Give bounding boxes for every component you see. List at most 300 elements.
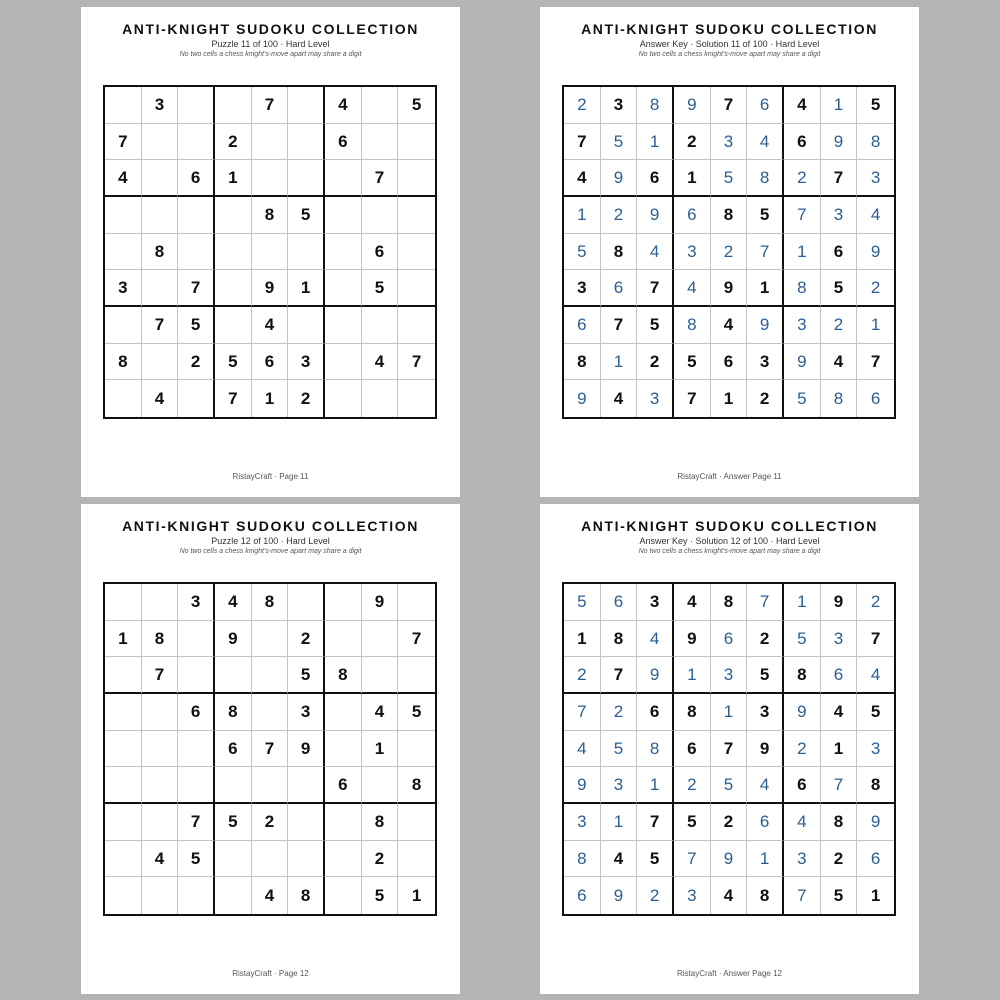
sudoku-cell: 1 [252, 380, 289, 417]
sudoku-cell: 3 [674, 877, 711, 914]
sudoku-cell [398, 841, 435, 878]
sudoku-cell: 3 [105, 270, 142, 307]
sudoku-cell: 1 [215, 160, 252, 197]
sudoku-cell: 1 [601, 804, 638, 841]
sudoku-cell [215, 877, 252, 914]
sudoku-cell: 7 [821, 160, 858, 197]
page-title: ANTI-KNIGHT SUDOKU COLLECTION [122, 21, 419, 37]
sudoku-cell: 6 [601, 270, 638, 307]
sudoku-cell: 1 [411, 886, 422, 906]
sudoku-cell: 8 [747, 877, 784, 914]
sudoku-cell: 6 [564, 877, 601, 914]
sudoku-cell [288, 767, 325, 804]
page-footer: RistayCraft · Answer Page 11 [677, 472, 782, 481]
sudoku-cell: 2 [747, 621, 784, 658]
sudoku-cell: 9 [564, 380, 601, 417]
sudoku-cell: 5 [821, 877, 858, 914]
sudoku-cell: 2 [784, 731, 821, 768]
sudoku-cell: 7 [178, 804, 215, 841]
sudoku-cell: 4 [711, 877, 748, 914]
sudoku-cell: 9 [215, 621, 252, 658]
sudoku-cell [142, 694, 179, 731]
sudoku-cell: 1 [747, 270, 784, 307]
sudoku-cell: 3 [857, 731, 894, 768]
sudoku-cell: 4 [784, 87, 821, 124]
sudoku-cell [105, 731, 142, 768]
sudoku-cell: 8 [747, 160, 784, 197]
sudoku-cell: 6 [821, 657, 858, 694]
sudoku-cell [362, 621, 399, 658]
sudoku-cell: 3 [784, 841, 821, 878]
sudoku-cell [362, 767, 399, 804]
sudoku-cell: 5 [564, 234, 601, 271]
sudoku-cell: 9 [252, 270, 289, 307]
sudoku-cell [142, 160, 179, 197]
sudoku-cell: 5 [398, 694, 435, 731]
sudoku-cell: 9 [821, 124, 858, 161]
sudoku-cell [178, 234, 215, 271]
sudoku-cell [142, 197, 179, 234]
sudoku-cell: 2 [637, 877, 674, 914]
sudoku-cell: 6 [637, 160, 674, 197]
sudoku-cell: 7 [674, 841, 711, 878]
solution-grid [562, 85, 896, 419]
sudoku-cell: 6 [711, 344, 748, 381]
sudoku-cell [215, 841, 252, 878]
sudoku-cell [142, 124, 179, 161]
sudoku-cell [288, 307, 325, 344]
sudoku-cell: 2 [857, 270, 894, 307]
sudoku-cell: 6 [870, 389, 881, 409]
sudoku-cell [142, 731, 179, 768]
sudoku-cell: 3 [601, 87, 638, 124]
sudoku-cell [398, 270, 435, 307]
sudoku-cell: 8 [711, 584, 748, 621]
sudoku-cell: 1 [857, 307, 894, 344]
sudoku-cell [252, 124, 289, 161]
sudoku-cell: 5 [215, 804, 252, 841]
sudoku-cell [398, 234, 435, 271]
sudoku-cell: 5 [674, 344, 711, 381]
sudoku-cell: 8 [564, 841, 601, 878]
sudoku-cell: 7 [747, 584, 784, 621]
sudoku-cell: 1 [637, 124, 674, 161]
sudoku-cell [325, 160, 362, 197]
sudoku-cell: 1 [711, 380, 748, 417]
sudoku-cell: 9 [711, 841, 748, 878]
sudoku-cell: 3 [288, 344, 325, 381]
sudoku-cell: 1 [564, 621, 601, 658]
sudoku-cell: 8 [674, 307, 711, 344]
sudoku-cell: 2 [711, 234, 748, 271]
sudoku-cell: 6 [215, 731, 252, 768]
sudoku-cell [325, 694, 362, 731]
sudoku-cell [252, 767, 289, 804]
sudoku-cell: 5 [821, 270, 858, 307]
sudoku-cell: 2 [784, 160, 821, 197]
sudoku-cell: 2 [674, 124, 711, 161]
sudoku-cell [288, 584, 325, 621]
page-subtitle: Puzzle 11 of 100 · Hard Level [211, 39, 330, 49]
sudoku-cell: 1 [711, 694, 748, 731]
sudoku-cell: 3 [747, 694, 784, 731]
sudoku-cell: 7 [784, 877, 821, 914]
sudoku-cell: 5 [215, 344, 252, 381]
sudoku-cell [142, 877, 179, 914]
sudoku-cell: 8 [821, 804, 858, 841]
sudoku-cell: 7 [564, 124, 601, 161]
sudoku-cell [142, 270, 179, 307]
sudoku-cell: 7 [252, 87, 289, 124]
sudoku-cell: 9 [747, 307, 784, 344]
sudoku-cell [288, 124, 325, 161]
sudoku-cell: 3 [601, 767, 638, 804]
solution-grid [562, 582, 896, 916]
sudoku-cell: 3 [142, 87, 179, 124]
sudoku-cell: 2 [362, 841, 399, 878]
sudoku-cell [398, 804, 435, 841]
sudoku-cell: 9 [711, 270, 748, 307]
sudoku-cell: 5 [178, 841, 215, 878]
sudoku-cell: 2 [252, 804, 289, 841]
sudoku-cell [252, 694, 289, 731]
sudoku-cell [325, 877, 362, 914]
sudoku-cell: 8 [288, 877, 325, 914]
sudoku-cell: 8 [857, 124, 894, 161]
sudoku-cell: 1 [784, 234, 821, 271]
sudoku-cell: 9 [601, 877, 638, 914]
sudoku-cell [178, 380, 215, 417]
sudoku-cell: 2 [288, 621, 325, 658]
sudoku-cell [252, 234, 289, 271]
sudoku-cell: 5 [674, 804, 711, 841]
sudoku-cell: 7 [398, 621, 435, 658]
sudoku-cell [178, 197, 215, 234]
sudoku-cell [398, 124, 435, 161]
sudoku-cell: 8 [674, 694, 711, 731]
sudoku-cell: 4 [362, 344, 399, 381]
sudoku-cell: 5 [637, 307, 674, 344]
sudoku-cell: 5 [398, 87, 435, 124]
sudoku-cell: 5 [288, 197, 325, 234]
sudoku-cell: 5 [747, 197, 784, 234]
sudoku-cell [178, 731, 215, 768]
sudoku-cell: 3 [564, 804, 601, 841]
sudoku-cell: 6 [637, 694, 674, 731]
sudoku-cell [398, 307, 435, 344]
sudoku-cell: 3 [178, 584, 215, 621]
sudoku-cell: 2 [564, 657, 601, 694]
sudoku-cell: 1 [821, 731, 858, 768]
sudoku-cell: 6 [674, 197, 711, 234]
sudoku-cell: 4 [325, 87, 362, 124]
sudoku-cell [325, 841, 362, 878]
sudoku-cell: 3 [288, 694, 325, 731]
sudoku-cell [252, 841, 289, 878]
sudoku-cell: 5 [601, 731, 638, 768]
sudoku-cell: 4 [637, 621, 674, 658]
sudoku-cell [215, 307, 252, 344]
sudoku-cell: 5 [857, 694, 894, 731]
sudoku-cell [362, 124, 399, 161]
sudoku-cell: 5 [747, 657, 784, 694]
sudoku-cell [105, 804, 142, 841]
sudoku-cell: 9 [674, 87, 711, 124]
sudoku-cell: 3 [784, 307, 821, 344]
answer-page-11 [540, 7, 919, 497]
sudoku-cell: 5 [857, 87, 894, 124]
sudoku-cell: 4 [362, 694, 399, 731]
sudoku-cell: 3 [821, 621, 858, 658]
sudoku-cell [288, 87, 325, 124]
sudoku-cell: 7 [711, 87, 748, 124]
puzzle-page-12 [81, 504, 460, 994]
sudoku-cell: 7 [784, 197, 821, 234]
page-footer: RistayCraft · Page 12 [232, 969, 309, 978]
answer-page-12 [540, 504, 919, 994]
sudoku-cell: 3 [674, 234, 711, 271]
sudoku-cell [288, 160, 325, 197]
sudoku-cell: 3 [711, 124, 748, 161]
sudoku-cell [252, 160, 289, 197]
sudoku-cell: 5 [178, 307, 215, 344]
sudoku-cell: 2 [215, 124, 252, 161]
sudoku-cell [215, 197, 252, 234]
sudoku-cell: 8 [142, 234, 179, 271]
sudoku-cell: 8 [857, 767, 894, 804]
sudoku-cell: 8 [142, 621, 179, 658]
sudoku-cell: 1 [601, 344, 638, 381]
sudoku-cell: 4 [674, 584, 711, 621]
sudoku-cell: 8 [398, 767, 435, 804]
sudoku-cell: 2 [821, 307, 858, 344]
sudoku-cell [105, 234, 142, 271]
sudoku-cell: 7 [747, 234, 784, 271]
sudoku-cell: 6 [601, 584, 638, 621]
sudoku-cell: 4 [821, 694, 858, 731]
sudoku-cell [142, 804, 179, 841]
sudoku-grid [103, 85, 437, 419]
sudoku-cell: 4 [252, 307, 289, 344]
sudoku-cell: 7 [601, 657, 638, 694]
sudoku-cell: 3 [857, 160, 894, 197]
sudoku-cell: 4 [105, 160, 142, 197]
sudoku-cell [105, 584, 142, 621]
sudoku-cell [288, 841, 325, 878]
sudoku-cell: 6 [747, 87, 784, 124]
sudoku-cell: 2 [601, 694, 638, 731]
sudoku-cell: 7 [601, 307, 638, 344]
sudoku-cell: 9 [674, 621, 711, 658]
rule-text: No two cells a chess knight's-move apart may share a digit [638, 548, 821, 555]
sudoku-cell: 3 [637, 380, 674, 417]
sudoku-cell: 7 [821, 767, 858, 804]
sudoku-cell: 1 [674, 160, 711, 197]
sudoku-cell: 1 [674, 657, 711, 694]
sudoku-cell: 8 [215, 694, 252, 731]
sudoku-cell: 9 [564, 767, 601, 804]
sudoku-cell: 6 [362, 234, 399, 271]
sudoku-cell [215, 270, 252, 307]
sudoku-cell [252, 621, 289, 658]
sudoku-cell: 5 [784, 380, 821, 417]
sudoku-cell [325, 307, 362, 344]
sudoku-cell [105, 694, 142, 731]
sudoku-cell: 4 [564, 731, 601, 768]
sudoku-cell: 4 [674, 270, 711, 307]
sudoku-cell [362, 197, 399, 234]
sudoku-cell: 2 [178, 344, 215, 381]
page-subtitle: Puzzle 12 of 100 · Hard Level [211, 536, 330, 546]
sudoku-cell [325, 234, 362, 271]
sudoku-cell [362, 307, 399, 344]
rule-text: No two cells a chess knight's-move apart may share a digit [179, 51, 362, 58]
sudoku-cell: 2 [288, 380, 325, 417]
sudoku-cell: 1 [870, 886, 881, 906]
sudoku-cell: 8 [325, 657, 362, 694]
sudoku-cell: 4 [601, 380, 638, 417]
sudoku-cell: 4 [821, 344, 858, 381]
sudoku-cell: 6 [252, 344, 289, 381]
sudoku-cell: 5 [601, 124, 638, 161]
sudoku-cell: 1 [747, 841, 784, 878]
sudoku-cell: 5 [564, 584, 601, 621]
sudoku-cell: 8 [252, 584, 289, 621]
sudoku-cell: 3 [711, 657, 748, 694]
sudoku-cell: 8 [564, 344, 601, 381]
sudoku-cell: 8 [601, 621, 638, 658]
sudoku-cell: 4 [857, 197, 894, 234]
sudoku-cell: 6 [857, 841, 894, 878]
sudoku-cell [325, 380, 362, 417]
sudoku-cell [325, 804, 362, 841]
sudoku-cell: 5 [711, 767, 748, 804]
sudoku-cell: 9 [784, 344, 821, 381]
sudoku-cell: 4 [747, 767, 784, 804]
sudoku-cell: 1 [105, 621, 142, 658]
sudoku-cell: 2 [711, 804, 748, 841]
sudoku-cell [178, 657, 215, 694]
sudoku-cell: 9 [857, 804, 894, 841]
sudoku-cell [105, 380, 142, 417]
sudoku-cell: 2 [564, 87, 601, 124]
sudoku-cell: 1 [784, 584, 821, 621]
sudoku-cell [105, 87, 142, 124]
sudoku-cell: 8 [637, 87, 674, 124]
sudoku-cell [325, 270, 362, 307]
sudoku-cell [325, 731, 362, 768]
sudoku-cell: 4 [747, 124, 784, 161]
sudoku-cell: 4 [601, 841, 638, 878]
sudoku-cell [362, 657, 399, 694]
sudoku-cell [178, 877, 215, 914]
sudoku-cell: 6 [564, 307, 601, 344]
sudoku-cell [142, 344, 179, 381]
sudoku-cell: 8 [637, 731, 674, 768]
rule-text: No two cells a chess knight's-move apart may share a digit [179, 548, 362, 555]
sudoku-cell [105, 657, 142, 694]
sudoku-cell: 8 [252, 197, 289, 234]
sudoku-cell: 7 [215, 380, 252, 417]
sudoku-cell: 8 [784, 657, 821, 694]
sudoku-cell [105, 841, 142, 878]
sudoku-cell: 4 [142, 841, 179, 878]
sudoku-cell [398, 584, 435, 621]
sudoku-cell [398, 197, 435, 234]
sudoku-cell [325, 584, 362, 621]
sudoku-cell [288, 234, 325, 271]
sudoku-cell [215, 767, 252, 804]
sudoku-cell [362, 87, 399, 124]
sudoku-cell: 9 [821, 584, 858, 621]
sudoku-cell [362, 380, 399, 417]
sudoku-cell: 4 [564, 160, 601, 197]
sudoku-cell: 7 [105, 124, 142, 161]
sudoku-cell [398, 160, 435, 197]
sudoku-cell: 4 [252, 877, 289, 914]
sudoku-cell [398, 657, 435, 694]
sudoku-cell: 3 [637, 584, 674, 621]
sudoku-cell: 1 [362, 731, 399, 768]
sudoku-cell: 7 [637, 270, 674, 307]
sudoku-cell: 1 [637, 767, 674, 804]
sudoku-cell: 2 [674, 767, 711, 804]
sudoku-cell: 5 [784, 621, 821, 658]
sudoku-cell: 7 [857, 344, 894, 381]
sudoku-cell: 5 [711, 160, 748, 197]
sudoku-cell [398, 731, 435, 768]
sudoku-cell: 4 [784, 804, 821, 841]
sudoku-cell: 1 [288, 270, 325, 307]
sudoku-cell: 6 [784, 124, 821, 161]
sudoku-cell: 7 [637, 804, 674, 841]
sudoku-cell: 6 [821, 234, 858, 271]
sudoku-cell: 6 [325, 767, 362, 804]
sudoku-cell [215, 87, 252, 124]
sudoku-cell: 3 [821, 197, 858, 234]
sudoku-cell [252, 657, 289, 694]
sudoku-cell [325, 197, 362, 234]
sudoku-cell: 7 [178, 270, 215, 307]
sudoku-cell: 5 [637, 841, 674, 878]
sudoku-cell [325, 344, 362, 381]
sudoku-cell: 5 [362, 877, 399, 914]
sudoku-cell [105, 877, 142, 914]
rule-text: No two cells a chess knight's-move apart may share a digit [638, 51, 821, 58]
page-footer: RistayCraft · Answer Page 12 [677, 969, 782, 978]
sudoku-cell [105, 197, 142, 234]
sudoku-cell: 4 [711, 307, 748, 344]
sudoku-cell [215, 234, 252, 271]
sudoku-cell: 1 [564, 197, 601, 234]
sudoku-cell: 6 [784, 767, 821, 804]
sudoku-cell: 5 [288, 657, 325, 694]
sudoku-cell: 7 [674, 380, 711, 417]
sudoku-cell: 3 [747, 344, 784, 381]
sudoku-cell [142, 584, 179, 621]
page-subtitle: Answer Key · Solution 12 of 100 · Hard Level [639, 536, 820, 546]
sudoku-cell: 7 [564, 694, 601, 731]
page-footer: RistayCraft · Page 11 [232, 472, 309, 481]
sudoku-cell [105, 307, 142, 344]
sudoku-cell [178, 87, 215, 124]
sudoku-cell: 8 [711, 197, 748, 234]
sudoku-cell: 8 [784, 270, 821, 307]
sudoku-cell: 6 [178, 694, 215, 731]
page-title: ANTI-KNIGHT SUDOKU COLLECTION [122, 518, 419, 534]
sudoku-cell: 9 [857, 234, 894, 271]
sudoku-cell: 8 [105, 344, 142, 381]
